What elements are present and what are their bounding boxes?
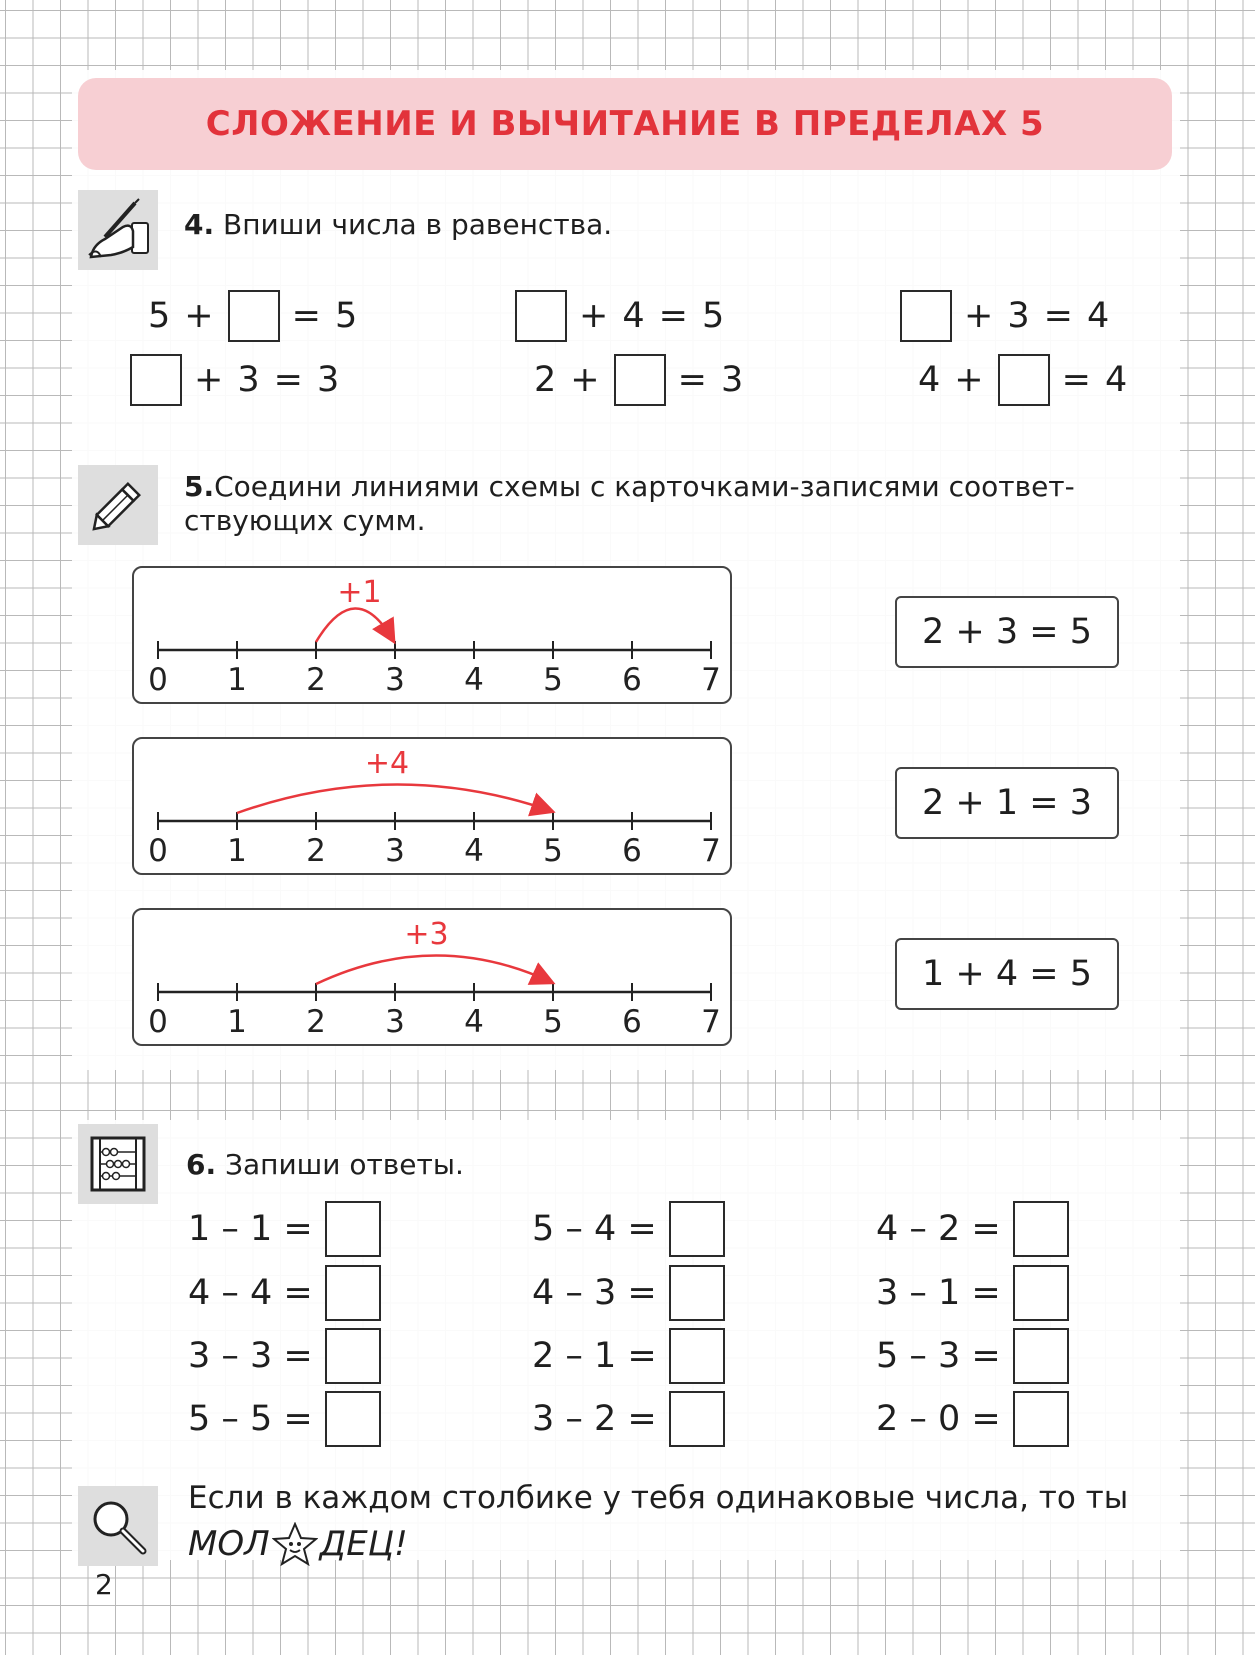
expression: 3 – 3 = xyxy=(188,1336,313,1376)
number-line-svg xyxy=(134,739,730,873)
answer-box[interactable] xyxy=(998,354,1050,406)
footer-text: Если в каждом столбике у тебя одинаковые числа, то ты xyxy=(188,1480,1129,1516)
equation-row: 4 + = 4 xyxy=(918,352,1141,408)
task5-number: 5. xyxy=(184,470,215,503)
answer-row xyxy=(532,1390,737,1448)
sum-card[interactable]: 2 + 1 = 3 xyxy=(895,767,1119,839)
task6-text: Запиши ответы. xyxy=(225,1148,464,1181)
answer-box[interactable] xyxy=(900,290,952,342)
tick-label: 1 xyxy=(227,1004,247,1040)
title-banner xyxy=(78,78,1172,170)
answer-box[interactable] xyxy=(669,1328,725,1384)
equation-row: + 3 = 4 xyxy=(900,288,1123,344)
tick-label: 4 xyxy=(464,833,484,869)
equation-row: + 4 = 5 xyxy=(515,288,738,344)
answer-row xyxy=(876,1200,1081,1258)
answer-row xyxy=(532,1327,737,1385)
brand-logo xyxy=(188,1522,408,1566)
jump-label: +3 xyxy=(404,917,449,952)
number-line-svg xyxy=(134,910,730,1044)
tick-label: 3 xyxy=(385,662,405,698)
tick-label: 0 xyxy=(148,833,168,869)
answer-box[interactable] xyxy=(1013,1391,1069,1447)
page-title: СЛОЖЕНИЕ И ВЫЧИТАНИЕ В ПРЕДЕЛАХ 5 xyxy=(205,104,1045,144)
expression: 4 – 2 = xyxy=(876,1209,1001,1249)
abacus-icon xyxy=(78,1124,158,1204)
brand-left: МОЛ xyxy=(188,1524,270,1564)
task6-number: 6. xyxy=(186,1148,217,1181)
answer-box[interactable] xyxy=(325,1201,381,1257)
expression: 2 – 0 = xyxy=(876,1399,1001,1439)
jump-arrow xyxy=(237,784,551,813)
answer-box[interactable] xyxy=(1013,1265,1069,1321)
page-number: 2 xyxy=(95,1568,113,1601)
tick-label: 3 xyxy=(385,1004,405,1040)
equation-row: + 3 = 3 xyxy=(130,352,353,408)
expression: 2 – 1 = xyxy=(532,1336,657,1376)
tick-label: 5 xyxy=(543,662,563,698)
expression: 5 – 5 = xyxy=(188,1399,313,1439)
answer-box[interactable] xyxy=(130,354,182,406)
writing-hand-icon xyxy=(78,190,158,270)
task5-heading xyxy=(184,470,1174,538)
tick-label: 7 xyxy=(701,662,721,698)
jump-arrow xyxy=(316,608,393,642)
answer-row xyxy=(876,1390,1081,1448)
expression: 4 – 4 = xyxy=(188,1273,313,1313)
answer-box[interactable] xyxy=(669,1265,725,1321)
answer-row xyxy=(188,1200,393,1258)
answer-box[interactable] xyxy=(614,354,666,406)
expression: 5 – 4 = xyxy=(532,1209,657,1249)
sum-card[interactable]: 1 + 4 = 5 xyxy=(895,938,1119,1010)
tick-label: 6 xyxy=(622,833,642,869)
expression: 5 – 3 = xyxy=(876,1336,1001,1376)
answer-box[interactable] xyxy=(1013,1201,1069,1257)
expression: 1 – 1 = xyxy=(188,1209,313,1249)
tick-label: 2 xyxy=(306,662,326,698)
equation-row: 5 + = 5 xyxy=(148,288,371,344)
answer-box[interactable] xyxy=(515,290,567,342)
task5-text-line2: ствующих сумм. xyxy=(184,504,426,537)
expression: 3 – 2 = xyxy=(532,1399,657,1439)
number-line-scheme[interactable] xyxy=(132,737,732,875)
number-line-scheme[interactable] xyxy=(132,908,732,1046)
tick-label: 2 xyxy=(306,833,326,869)
tick-label: 7 xyxy=(701,1004,721,1040)
answer-row xyxy=(532,1264,737,1322)
answer-box[interactable] xyxy=(228,290,280,342)
answer-box[interactable] xyxy=(325,1265,381,1321)
tick-label: 4 xyxy=(464,1004,484,1040)
star-mascot-icon xyxy=(272,1522,318,1566)
expression: 3 – 1 = xyxy=(876,1273,1001,1313)
tick-label: 5 xyxy=(543,833,563,869)
tick-label: 2 xyxy=(306,1004,326,1040)
number-line-svg xyxy=(134,568,730,702)
tick-label: 6 xyxy=(622,662,642,698)
answer-box[interactable] xyxy=(1013,1328,1069,1384)
tick-label: 4 xyxy=(464,662,484,698)
tick-label: 3 xyxy=(385,833,405,869)
pencil-icon xyxy=(78,465,158,545)
answer-row xyxy=(188,1327,393,1385)
answer-row xyxy=(188,1390,393,1448)
expression: 4 – 3 = xyxy=(532,1273,657,1313)
task5-text-line1: Соедини линиями схемы с карточками-записями соответ- xyxy=(214,470,1075,503)
tick-label: 0 xyxy=(148,662,168,698)
magnifier-icon xyxy=(78,1486,158,1566)
answer-row xyxy=(876,1264,1081,1322)
answer-box[interactable] xyxy=(669,1201,725,1257)
tick-label: 7 xyxy=(701,833,721,869)
tick-label: 5 xyxy=(543,1004,563,1040)
tick-label: 1 xyxy=(227,833,247,869)
answer-row xyxy=(876,1327,1081,1385)
jump-arrow xyxy=(316,955,551,984)
brand-right: ДЕЦ! xyxy=(319,1524,408,1564)
jump-label: +1 xyxy=(337,575,382,610)
jump-label: +4 xyxy=(364,746,410,781)
task6-heading xyxy=(186,1148,464,1182)
sum-card[interactable]: 2 + 3 = 5 xyxy=(895,596,1119,668)
equation-row: 2 + = 3 xyxy=(534,352,757,408)
task4-text: Впиши числа в равенства. xyxy=(223,208,613,241)
answer-box[interactable] xyxy=(325,1328,381,1384)
number-line-scheme[interactable] xyxy=(132,566,732,704)
answer-row xyxy=(188,1264,393,1322)
answer-row xyxy=(532,1200,737,1258)
task4-heading xyxy=(184,208,612,242)
answer-box[interactable] xyxy=(325,1391,381,1447)
answer-box[interactable] xyxy=(669,1391,725,1447)
tick-label: 6 xyxy=(622,1004,642,1040)
task4-number: 4. xyxy=(184,208,215,241)
tick-label: 1 xyxy=(227,662,247,698)
tick-label: 0 xyxy=(148,1004,168,1040)
